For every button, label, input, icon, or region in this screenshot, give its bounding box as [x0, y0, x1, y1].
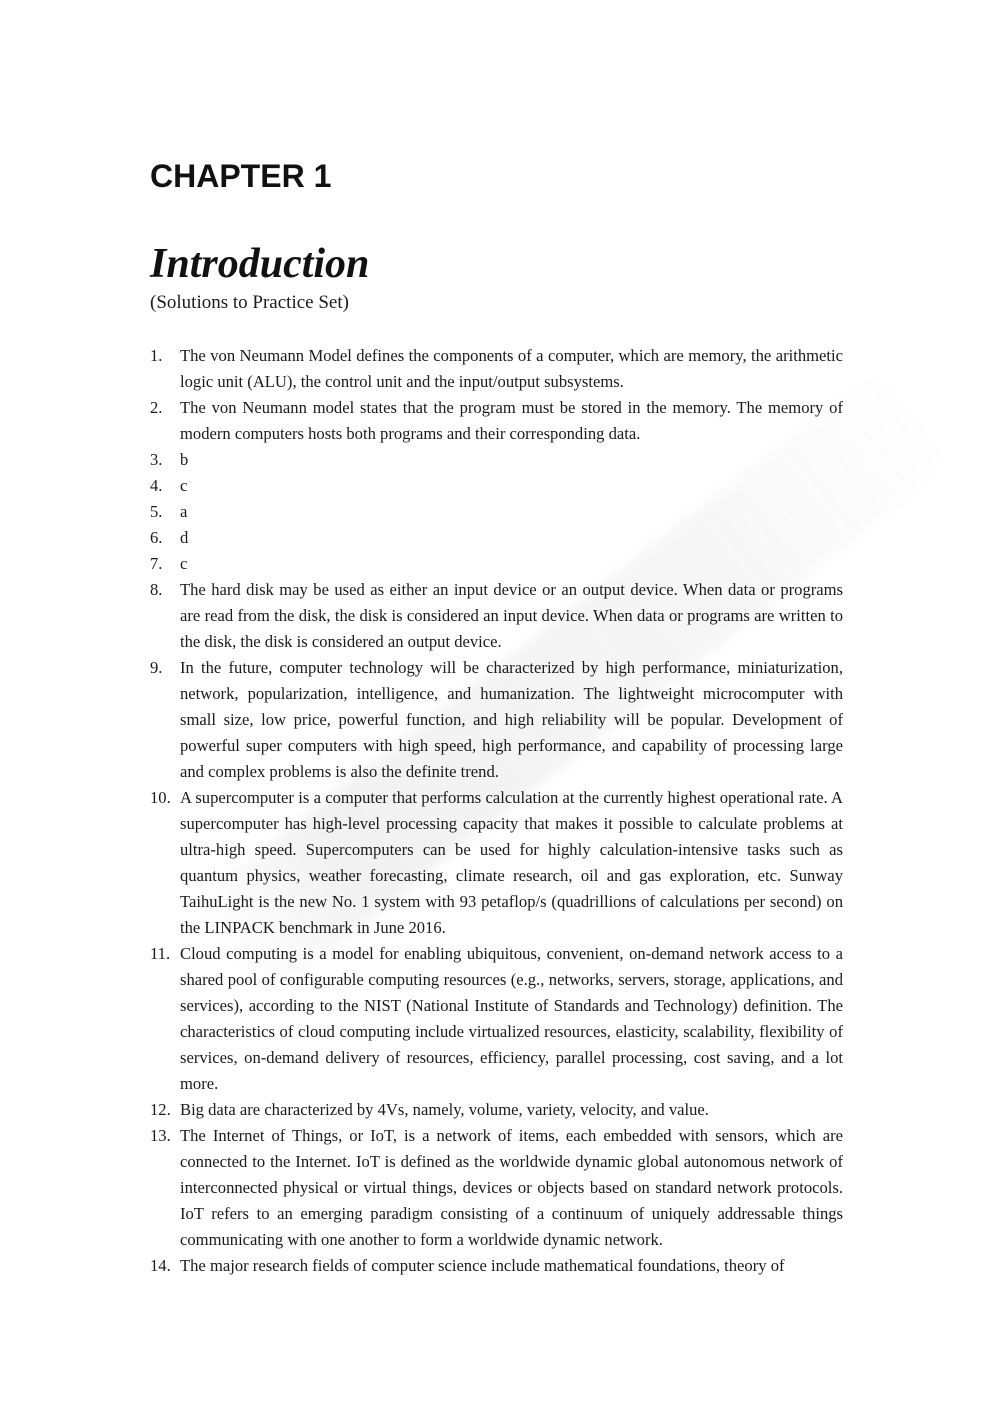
item-text: Big data are characterized by 4Vs, namely, volume, variety, velocity, and value. [180, 1100, 709, 1119]
list-item [150, 447, 843, 473]
item-text: A supercomputer is a computer that performs calculation at the currently highest operational rate. A supercomputer has high-level processing capacity that makes it possible to calculate problems at ultra-high speed. Supercomputers can be used for highly calculation-intensive tasks such as quantum physics, weather forecasting, climate research, oil and gas exploration, etc. Sunway TaihuLight is the new No. 1 system with 93 petaflop/s (quadrillions of calculations per second) on the LINPACK benchmark in June 2016. [180, 788, 843, 937]
item-text: The von Neumann model states that the program must be stored in the memory. The memory of modern computers hosts both programs and their corresponding data. [180, 398, 843, 443]
list-item [150, 655, 843, 785]
list-item [150, 1253, 843, 1279]
item-text: c [180, 476, 188, 495]
list-item [150, 941, 843, 1097]
item-text: a [180, 502, 188, 521]
item-number: 9. [150, 658, 163, 677]
item-number: 2. [150, 398, 163, 417]
item-number: 13. [150, 1126, 171, 1145]
chapter-label: CHAPTER 1 [150, 158, 332, 194]
item-number: 4. [150, 476, 163, 495]
page-subtitle: (Solutions to Practice Set) [150, 292, 349, 313]
item-text: The Internet of Things, or IoT, is a network of items, each embedded with sensors, which are connected to the Internet. IoT is defined as the worldwide dynamic global autonomous network of interconnected physical or virtual things, devices or objects based on standard network protocols. IoT refers to an emerging paradigm consisting of a continuum of uniquely addressable things communicating with one another to form a worldwide dynamic network. [180, 1126, 843, 1249]
item-number: 6. [150, 528, 163, 547]
item-text: The hard disk may be used as either an input device or an output device. When data or programs are read from the disk, the disk is considered an input device. When data or programs are written to the disk, the disk is considered an output device. [180, 580, 843, 651]
item-number: 14. [150, 1256, 171, 1275]
list-item [150, 1097, 843, 1123]
list-item [150, 551, 843, 577]
item-number: 3. [150, 450, 163, 469]
list-item [150, 1123, 843, 1253]
item-text: Cloud computing is a model for enabling ubiquitous, convenient, on-demand network access to a shared pool of configurable computing resources (e.g., networks, servers, storage, applications, and services), according to the NIST (National Institute of Standards and Technology) definition. The characteristics of cloud computing include virtualized resources, elasticity, scalability, flexibility of services, on-demand delivery of resources, efficiency, parallel processing, cost saving, and a lot more. [180, 944, 843, 1093]
item-number: 7. [150, 554, 163, 573]
item-text: b [180, 450, 189, 469]
list-item [150, 785, 843, 941]
list-item [150, 525, 843, 551]
list-item [150, 343, 843, 395]
list-item [150, 499, 843, 525]
item-number: 5. [150, 502, 163, 521]
item-text: The von Neumann Model defines the components of a computer, which are memory, the arithmetic logic unit (ALU), the control unit and the input/output subsystems. [180, 346, 843, 391]
item-number: 12. [150, 1100, 171, 1119]
item-text: d [180, 528, 189, 547]
list-item [150, 395, 843, 447]
item-number: 11. [150, 944, 171, 963]
item-text: c [180, 554, 188, 573]
answer-list [150, 343, 843, 1279]
item-number: 10. [150, 788, 171, 807]
list-item [150, 577, 843, 655]
item-text: The major research fields of computer science include mathematical foundations, theory of [180, 1256, 785, 1275]
item-number: 8. [150, 580, 163, 599]
item-number: 1. [150, 346, 163, 365]
item-text: In the future, computer technology will be characterized by high performance, miniaturization, network, popularization, intelligence, and humanization. The lightweight microcomputer with small size, low price, powerful function, and high reliability will be popular. Development of powerful super computers with high speed, high performance, and capability of processing large and complex problems is also the definite trend. [180, 658, 843, 781]
page-title: Introduction [150, 241, 370, 287]
list-item [150, 473, 843, 499]
